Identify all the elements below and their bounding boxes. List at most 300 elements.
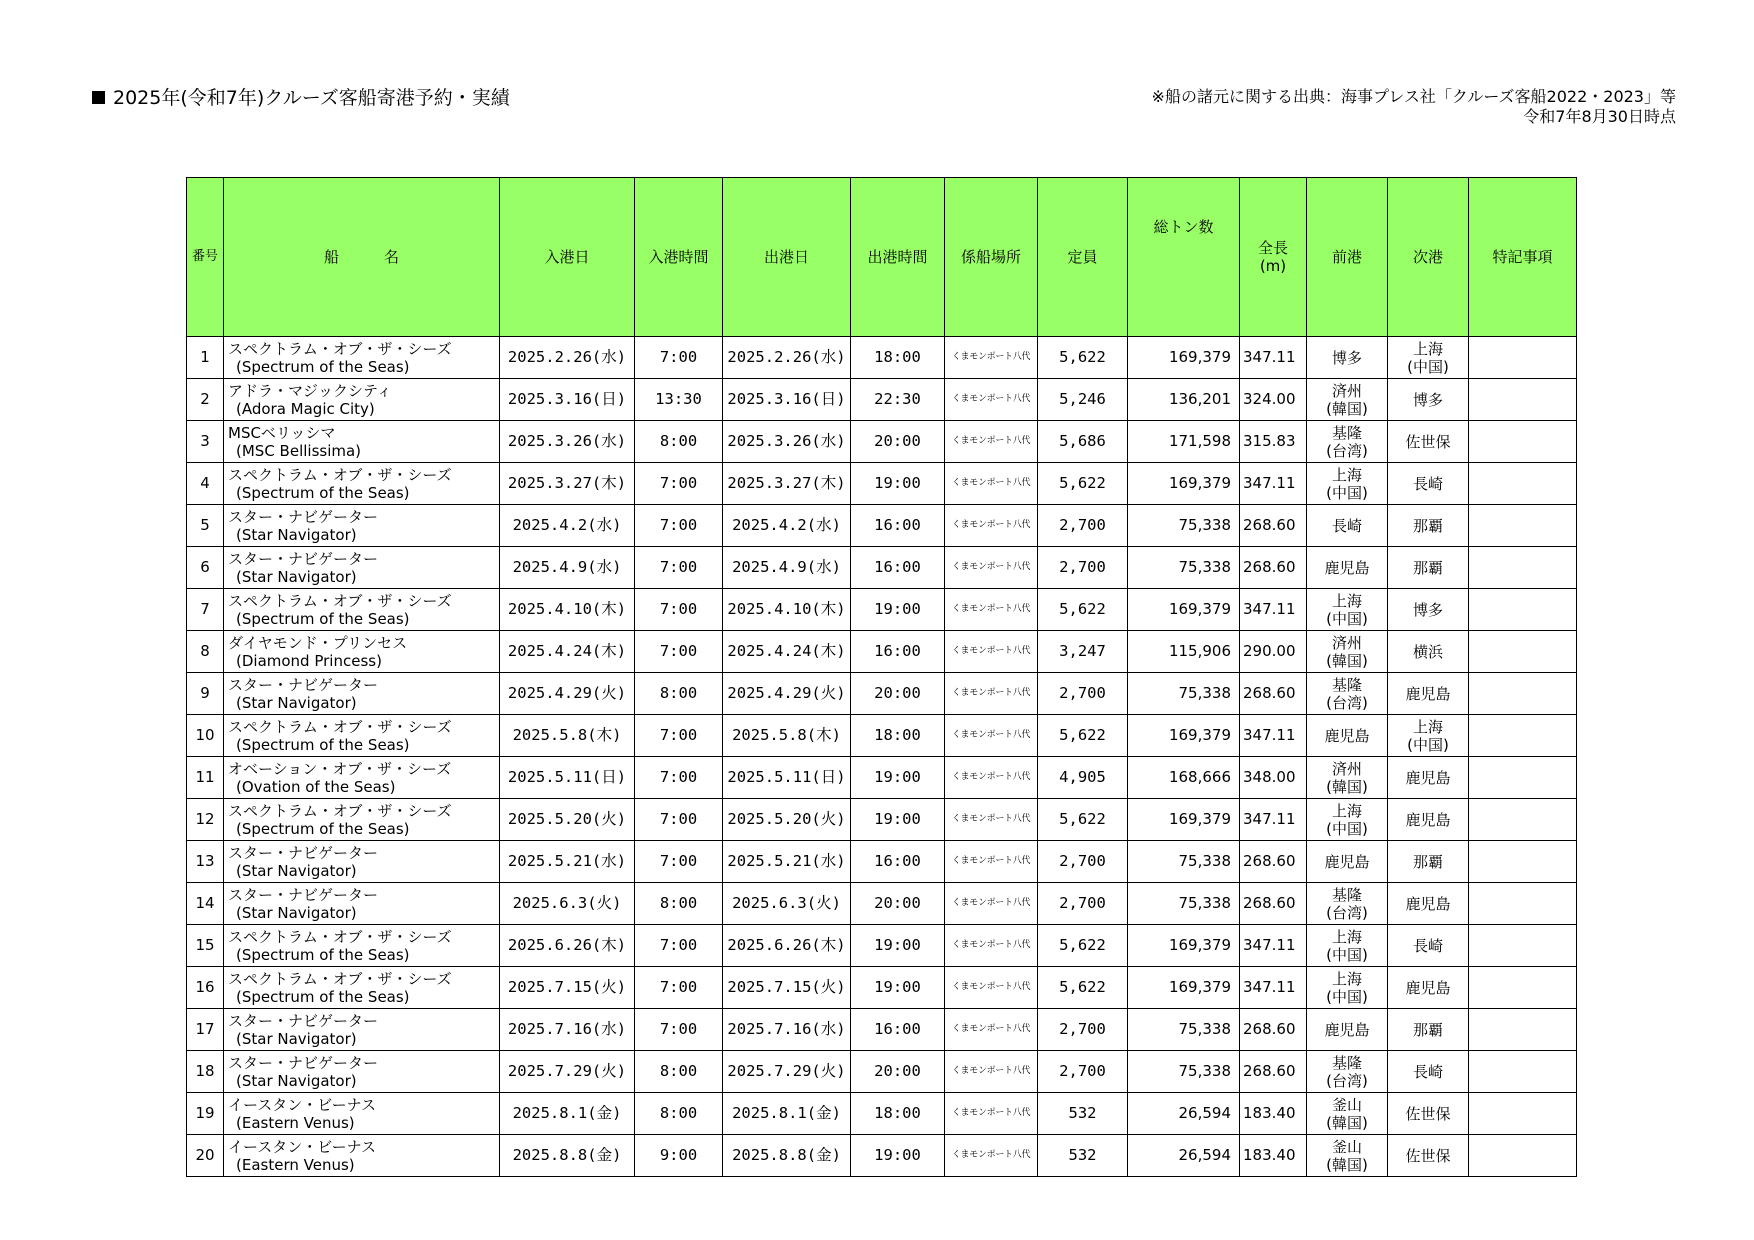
row-number: 19 <box>187 1093 224 1135</box>
capacity: 2,700 <box>1038 1051 1128 1093</box>
departure-time: 19:00 <box>851 1135 945 1177</box>
table-row <box>187 547 1577 589</box>
ship-length: 347.11 <box>1240 925 1307 967</box>
gross-tonnage: 168,666 <box>1128 757 1240 799</box>
capacity: 532 <box>1038 1093 1128 1135</box>
next-port: 鹿児島 <box>1388 799 1469 841</box>
previous-port: 鹿児島 <box>1307 547 1388 589</box>
notes <box>1469 673 1577 715</box>
next-port: 鹿児島 <box>1388 673 1469 715</box>
previous-port: 済州 (韓国) <box>1307 379 1388 421</box>
next-port: 佐世保 <box>1388 1135 1469 1177</box>
ship-length: 347.11 <box>1240 589 1307 631</box>
header-previous-port: 前港 <box>1307 178 1388 337</box>
departure-time: 16:00 <box>851 631 945 673</box>
gross-tonnage: 169,379 <box>1128 799 1240 841</box>
departure-date: 2025.3.26(水) <box>723 421 851 463</box>
table-row <box>187 925 1577 967</box>
ship-length: 183.40 <box>1240 1135 1307 1177</box>
table-row <box>187 379 1577 421</box>
header-tonnage: 総トン数 <box>1128 178 1240 337</box>
ship-name-jp: スター・ナビゲーター <box>228 549 379 568</box>
ship-length: 268.60 <box>1240 1051 1307 1093</box>
next-port: 那覇 <box>1388 547 1469 589</box>
departure-date: 2025.3.27(木) <box>723 463 851 505</box>
previous-port: 長崎 <box>1307 505 1388 547</box>
arrival-time: 8:00 <box>635 883 723 925</box>
capacity: 3,247 <box>1038 631 1128 673</box>
arrival-time: 9:00 <box>635 1135 723 1177</box>
header-departure-time: 出港時間 <box>851 178 945 337</box>
gross-tonnage: 169,379 <box>1128 715 1240 757</box>
departure-time: 19:00 <box>851 799 945 841</box>
gross-tonnage: 75,338 <box>1128 1051 1240 1093</box>
ship-name-en: (Star Navigator) <box>236 525 357 544</box>
departure-time: 16:00 <box>851 1009 945 1051</box>
gross-tonnage: 169,379 <box>1128 337 1240 379</box>
previous-port: 基隆 (台湾) <box>1307 1051 1388 1093</box>
row-number: 14 <box>187 883 224 925</box>
berth-location: くまモンポート八代 <box>945 379 1038 421</box>
capacity: 5,622 <box>1038 337 1128 379</box>
ship-length: 348.00 <box>1240 757 1307 799</box>
departure-date: 2025.2.26(水) <box>723 337 851 379</box>
arrival-time: 7:00 <box>635 589 723 631</box>
previous-port: 博多 <box>1307 337 1388 379</box>
table-row <box>187 673 1577 715</box>
notes <box>1469 715 1577 757</box>
next-port: 那覇 <box>1388 505 1469 547</box>
previous-port: 鹿児島 <box>1307 841 1388 883</box>
table-row <box>187 463 1577 505</box>
notes <box>1469 841 1577 883</box>
ship-name-jp: アドラ・マジックシティ <box>228 381 392 400</box>
header-next-port: 次港 <box>1388 178 1469 337</box>
ship-name-jp: スペクトラム・オブ・ザ・シーズ <box>228 969 452 988</box>
arrival-date: 2025.5.11(日) <box>500 757 635 799</box>
ship-length: 324.00 <box>1240 379 1307 421</box>
gross-tonnage: 136,201 <box>1128 379 1240 421</box>
row-number: 16 <box>187 967 224 1009</box>
ship-name-jp: イースタン・ビーナス <box>228 1095 377 1114</box>
ship-length: 268.60 <box>1240 1009 1307 1051</box>
departure-date: 2025.4.10(木) <box>723 589 851 631</box>
arrival-time: 7:00 <box>635 925 723 967</box>
ship-name-en: (Star Navigator) <box>236 1071 357 1090</box>
gross-tonnage: 26,594 <box>1128 1093 1240 1135</box>
capacity: 532 <box>1038 1135 1128 1177</box>
row-number: 2 <box>187 379 224 421</box>
gross-tonnage: 75,338 <box>1128 841 1240 883</box>
departure-time: 18:00 <box>851 1093 945 1135</box>
next-port: 上海 (中国) <box>1388 337 1469 379</box>
ship-name-jp: スター・ナビゲーター <box>228 885 379 904</box>
berth-location: くまモンポート八代 <box>945 799 1038 841</box>
ship-name <box>224 673 500 715</box>
ship-name-jp: スペクトラム・オブ・ザ・シーズ <box>228 339 452 358</box>
table-row <box>187 799 1577 841</box>
capacity: 2,700 <box>1038 841 1128 883</box>
ship-name-en: (Star Navigator) <box>236 693 357 712</box>
table-row <box>187 1009 1577 1051</box>
departure-time: 16:00 <box>851 841 945 883</box>
arrival-time: 13:30 <box>635 379 723 421</box>
berth-location: くまモンポート八代 <box>945 841 1038 883</box>
ship-name <box>224 631 500 673</box>
ship-name <box>224 1051 500 1093</box>
capacity: 5,622 <box>1038 925 1128 967</box>
ship-name-en: (Star Navigator) <box>236 1029 357 1048</box>
table-row <box>187 337 1577 379</box>
arrival-date: 2025.3.27(木) <box>500 463 635 505</box>
arrival-time: 7:00 <box>635 841 723 883</box>
capacity: 2,700 <box>1038 547 1128 589</box>
capacity: 5,622 <box>1038 799 1128 841</box>
ship-name <box>224 1093 500 1135</box>
ship-name-en: (MSC Bellissima) <box>236 441 362 460</box>
departure-date: 2025.8.8(金) <box>723 1135 851 1177</box>
ship-name-jp: イースタン・ビーナス <box>228 1137 377 1156</box>
table-row <box>187 841 1577 883</box>
header-berth: 係船場所 <box>945 178 1038 337</box>
arrival-date: 2025.2.26(水) <box>500 337 635 379</box>
ship-name-jp: スペクトラム・オブ・ザ・シーズ <box>228 465 452 484</box>
ship-name <box>224 379 500 421</box>
row-number: 5 <box>187 505 224 547</box>
berth-location: くまモンポート八代 <box>945 1135 1038 1177</box>
row-number: 17 <box>187 1009 224 1051</box>
berth-location: くまモンポート八代 <box>945 673 1038 715</box>
ship-name <box>224 463 500 505</box>
departure-time: 20:00 <box>851 1051 945 1093</box>
arrival-date: 2025.4.2(水) <box>500 505 635 547</box>
table-row <box>187 421 1577 463</box>
ship-name-jp: オベーション・オブ・ザ・シーズ <box>228 759 452 778</box>
ship-name <box>224 715 500 757</box>
arrival-time: 7:00 <box>635 1009 723 1051</box>
previous-port: 鹿児島 <box>1307 1009 1388 1051</box>
departure-time: 19:00 <box>851 589 945 631</box>
table-row <box>187 1093 1577 1135</box>
ship-name <box>224 505 500 547</box>
arrival-time: 7:00 <box>635 631 723 673</box>
next-port: 博多 <box>1388 379 1469 421</box>
berth-location: くまモンポート八代 <box>945 1009 1038 1051</box>
next-port: 那覇 <box>1388 1009 1469 1051</box>
gross-tonnage: 169,379 <box>1128 925 1240 967</box>
row-number: 1 <box>187 337 224 379</box>
berth-location: くまモンポート八代 <box>945 1051 1038 1093</box>
header-arrival-time: 入港時間 <box>635 178 723 337</box>
gross-tonnage: 75,338 <box>1128 673 1240 715</box>
notes <box>1469 589 1577 631</box>
departure-date: 2025.5.20(火) <box>723 799 851 841</box>
departure-date: 2025.6.26(木) <box>723 925 851 967</box>
notes <box>1469 1093 1577 1135</box>
notes <box>1469 505 1577 547</box>
arrival-date: 2025.4.10(木) <box>500 589 635 631</box>
gross-tonnage: 75,338 <box>1128 547 1240 589</box>
row-number: 4 <box>187 463 224 505</box>
ship-length: 347.11 <box>1240 967 1307 1009</box>
ship-name-en: (Spectrum of the Seas) <box>236 483 410 502</box>
ship-name <box>224 1009 500 1051</box>
as-of-date: 令和7年8月30日時点 <box>1523 107 1676 126</box>
previous-port: 基隆 (台湾) <box>1307 673 1388 715</box>
page-title-text: 2025年(令和7年)クルーズ客船寄港予約・実績 <box>113 87 510 109</box>
next-port: 長崎 <box>1388 463 1469 505</box>
arrival-time: 8:00 <box>635 673 723 715</box>
arrival-time: 8:00 <box>635 1093 723 1135</box>
ship-name-en: (Spectrum of the Seas) <box>236 735 410 754</box>
arrival-date: 2025.5.8(木) <box>500 715 635 757</box>
gross-tonnage: 75,338 <box>1128 1009 1240 1051</box>
departure-date: 2025.7.29(火) <box>723 1051 851 1093</box>
ship-name-en: (Star Navigator) <box>236 903 357 922</box>
table-row <box>187 631 1577 673</box>
berth-location: くまモンポート八代 <box>945 463 1038 505</box>
departure-date: 2025.7.15(火) <box>723 967 851 1009</box>
ship-name <box>224 589 500 631</box>
departure-time: 18:00 <box>851 715 945 757</box>
capacity: 5,686 <box>1038 421 1128 463</box>
berth-location: くまモンポート八代 <box>945 925 1038 967</box>
table-row <box>187 757 1577 799</box>
capacity: 5,622 <box>1038 463 1128 505</box>
row-number: 20 <box>187 1135 224 1177</box>
ship-name-jp: スペクトラム・オブ・ザ・シーズ <box>228 717 452 736</box>
capacity: 5,622 <box>1038 589 1128 631</box>
berth-location: くまモンポート八代 <box>945 883 1038 925</box>
capacity: 5,246 <box>1038 379 1128 421</box>
previous-port: 上海 (中国) <box>1307 925 1388 967</box>
ship-name-jp: スペクトラム・オブ・ザ・シーズ <box>228 801 452 820</box>
departure-date: 2025.5.21(水) <box>723 841 851 883</box>
table-row <box>187 589 1577 631</box>
ship-name-en: (Spectrum of the Seas) <box>236 945 410 964</box>
row-number: 12 <box>187 799 224 841</box>
arrival-date: 2025.3.26(水) <box>500 421 635 463</box>
departure-time: 20:00 <box>851 421 945 463</box>
next-port: 上海 (中国) <box>1388 715 1469 757</box>
header-notes: 特記事項 <box>1469 178 1577 337</box>
berth-location: くまモンポート八代 <box>945 337 1038 379</box>
notes <box>1469 631 1577 673</box>
notes <box>1469 883 1577 925</box>
gross-tonnage: 171,598 <box>1128 421 1240 463</box>
previous-port: 上海 (中国) <box>1307 799 1388 841</box>
departure-date: 2025.4.2(水) <box>723 505 851 547</box>
row-number: 10 <box>187 715 224 757</box>
next-port: 長崎 <box>1388 925 1469 967</box>
ship-name-jp: ダイヤモンド・プリンセス <box>228 633 408 652</box>
ship-name-en: (Spectrum of the Seas) <box>236 819 410 838</box>
gross-tonnage: 75,338 <box>1128 505 1240 547</box>
ship-name-en: (Adora Magic City) <box>236 399 375 418</box>
next-port: 鹿児島 <box>1388 757 1469 799</box>
notes <box>1469 967 1577 1009</box>
ship-name <box>224 547 500 589</box>
previous-port: 上海 (中国) <box>1307 967 1388 1009</box>
notes <box>1469 757 1577 799</box>
gross-tonnage: 75,338 <box>1128 883 1240 925</box>
ship-name-jp: スター・ナビゲーター <box>228 843 379 862</box>
notes <box>1469 1135 1577 1177</box>
departure-time: 20:00 <box>851 673 945 715</box>
ship-name <box>224 841 500 883</box>
arrival-time: 7:00 <box>635 463 723 505</box>
previous-port: 基隆 (台湾) <box>1307 421 1388 463</box>
arrival-date: 2025.7.16(水) <box>500 1009 635 1051</box>
header-row <box>187 178 1577 337</box>
arrival-date: 2025.4.29(火) <box>500 673 635 715</box>
ship-name <box>224 967 500 1009</box>
ship-name <box>224 337 500 379</box>
ship-length: 315.83 <box>1240 421 1307 463</box>
departure-time: 19:00 <box>851 967 945 1009</box>
ship-name-en: (Spectrum of the Seas) <box>236 987 410 1006</box>
ship-length: 347.11 <box>1240 337 1307 379</box>
ship-name-en: (Diamond Princess) <box>236 651 382 670</box>
departure-date: 2025.7.16(水) <box>723 1009 851 1051</box>
next-port: 鹿児島 <box>1388 883 1469 925</box>
arrival-time: 7:00 <box>635 967 723 1009</box>
arrival-date: 2025.5.20(火) <box>500 799 635 841</box>
arrival-date: 2025.8.8(金) <box>500 1135 635 1177</box>
row-number: 9 <box>187 673 224 715</box>
departure-time: 18:00 <box>851 337 945 379</box>
previous-port: 上海 (中国) <box>1307 463 1388 505</box>
cruise-schedule-table <box>186 177 1577 1177</box>
notes <box>1469 799 1577 841</box>
next-port: 博多 <box>1388 589 1469 631</box>
row-number: 11 <box>187 757 224 799</box>
notes <box>1469 1009 1577 1051</box>
arrival-date: 2025.4.9(水) <box>500 547 635 589</box>
capacity: 5,622 <box>1038 967 1128 1009</box>
departure-date: 2025.8.1(金) <box>723 1093 851 1135</box>
notes <box>1469 379 1577 421</box>
ship-name-jp: スター・ナビゲーター <box>228 507 379 526</box>
gross-tonnage: 169,379 <box>1128 463 1240 505</box>
notes <box>1469 463 1577 505</box>
row-number: 13 <box>187 841 224 883</box>
notes <box>1469 547 1577 589</box>
arrival-date: 2025.5.21(水) <box>500 841 635 883</box>
table-row <box>187 1135 1577 1177</box>
arrival-time: 7:00 <box>635 715 723 757</box>
notes <box>1469 421 1577 463</box>
berth-location: くまモンポート八代 <box>945 589 1038 631</box>
capacity: 2,700 <box>1038 1009 1128 1051</box>
ship-length: 268.60 <box>1240 505 1307 547</box>
ship-length: 347.11 <box>1240 799 1307 841</box>
ship-name <box>224 925 500 967</box>
arrival-date: 2025.6.26(木) <box>500 925 635 967</box>
arrival-date: 2025.4.24(木) <box>500 631 635 673</box>
departure-date: 2025.5.8(木) <box>723 715 851 757</box>
next-port: 佐世保 <box>1388 1093 1469 1135</box>
ship-name <box>224 883 500 925</box>
row-number: 8 <box>187 631 224 673</box>
departure-date: 2025.4.9(水) <box>723 547 851 589</box>
ship-length: 268.60 <box>1240 841 1307 883</box>
ship-length: 347.11 <box>1240 715 1307 757</box>
ship-name-jp: MSCベリッシマ <box>228 423 336 442</box>
berth-location: くまモンポート八代 <box>945 547 1038 589</box>
departure-time: 22:30 <box>851 379 945 421</box>
arrival-time: 7:00 <box>635 505 723 547</box>
previous-port: 済州 (韓国) <box>1307 757 1388 799</box>
ship-name <box>224 421 500 463</box>
departure-time: 16:00 <box>851 505 945 547</box>
capacity: 2,700 <box>1038 673 1128 715</box>
previous-port: 釜山 (韓国) <box>1307 1093 1388 1135</box>
page-title <box>92 87 510 109</box>
departure-time: 20:00 <box>851 883 945 925</box>
previous-port: 鹿児島 <box>1307 715 1388 757</box>
row-number: 7 <box>187 589 224 631</box>
next-port: 佐世保 <box>1388 421 1469 463</box>
arrival-time: 7:00 <box>635 337 723 379</box>
previous-port: 基隆 (台湾) <box>1307 883 1388 925</box>
capacity: 2,700 <box>1038 505 1128 547</box>
departure-time: 16:00 <box>851 547 945 589</box>
arrival-date: 2025.6.3(火) <box>500 883 635 925</box>
ship-name-jp: スペクトラム・オブ・ザ・シーズ <box>228 927 452 946</box>
ship-name-en: (Eastern Venus) <box>236 1155 355 1174</box>
departure-date: 2025.4.24(木) <box>723 631 851 673</box>
gross-tonnage: 169,379 <box>1128 967 1240 1009</box>
previous-port: 済州 (韓国) <box>1307 631 1388 673</box>
next-port: 長崎 <box>1388 1051 1469 1093</box>
next-port: 鹿児島 <box>1388 967 1469 1009</box>
ship-name-jp: スター・ナビゲーター <box>228 1053 379 1072</box>
next-port: 那覇 <box>1388 841 1469 883</box>
departure-time: 19:00 <box>851 757 945 799</box>
row-number: 3 <box>187 421 224 463</box>
arrival-time: 7:00 <box>635 547 723 589</box>
berth-location: くまモンポート八代 <box>945 505 1038 547</box>
departure-date: 2025.5.11(日) <box>723 757 851 799</box>
capacity: 2,700 <box>1038 883 1128 925</box>
arrival-time: 8:00 <box>635 421 723 463</box>
ship-name-en: (Spectrum of the Seas) <box>236 357 410 376</box>
notes <box>1469 1051 1577 1093</box>
gross-tonnage: 26,594 <box>1128 1135 1240 1177</box>
ship-name <box>224 757 500 799</box>
gross-tonnage: 169,379 <box>1128 589 1240 631</box>
ship-length: 183.40 <box>1240 1093 1307 1135</box>
table-row <box>187 1051 1577 1093</box>
header-no: 番号 <box>187 178 224 337</box>
source-note <box>1152 87 1676 127</box>
ship-name-en: (Star Navigator) <box>236 861 357 880</box>
departure-date: 2025.3.16(日) <box>723 379 851 421</box>
previous-port: 上海 (中国) <box>1307 589 1388 631</box>
gross-tonnage: 115,906 <box>1128 631 1240 673</box>
next-port: 横浜 <box>1388 631 1469 673</box>
ship-length: 290.00 <box>1240 631 1307 673</box>
header-length: 全長 (m) <box>1240 178 1307 337</box>
capacity: 5,622 <box>1038 715 1128 757</box>
ship-name-en: (Ovation of the Seas) <box>236 777 396 796</box>
header-capacity: 定員 <box>1038 178 1128 337</box>
berth-location: くまモンポート八代 <box>945 421 1038 463</box>
row-number: 18 <box>187 1051 224 1093</box>
departure-time: 19:00 <box>851 463 945 505</box>
ship-length: 268.60 <box>1240 673 1307 715</box>
